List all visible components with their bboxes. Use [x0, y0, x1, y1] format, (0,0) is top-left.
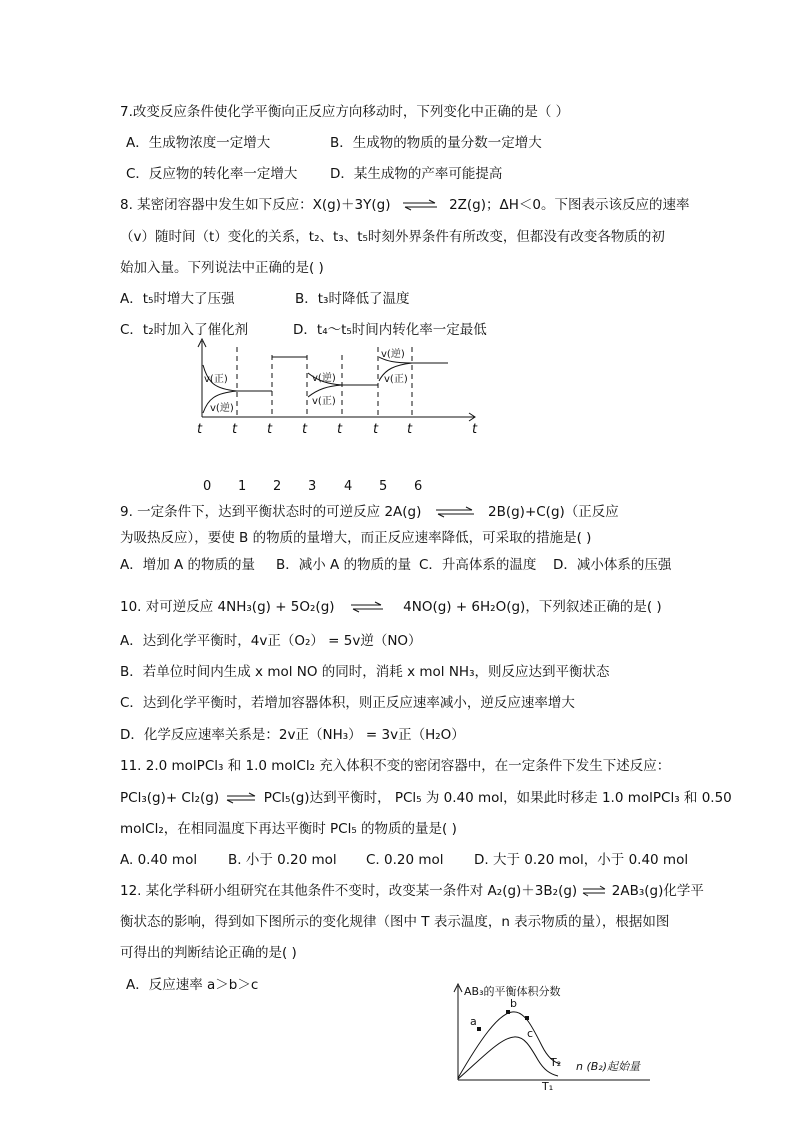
q8-option-c: C．t₂时加入了催化剂: [120, 322, 249, 338]
q11-line3: molCl₂，在相同温度下再达平衡时 PCl₅ 的物质的量是( ): [120, 821, 457, 837]
q12-graph-ylabel: AB₃的平衡体积分数: [464, 985, 561, 998]
q8-line2: （v）随时间（t）变化的关系，t₂、t₃、t₅时刻外界条件有所改变，但都没有改变各物质的初: [120, 229, 665, 245]
q8-line1: [120, 196, 689, 214]
q8-line1-b: 2Z(g)；ΔH＜0。下图表示该反应的速率: [449, 197, 690, 213]
t-label: t: [197, 422, 203, 437]
q11-line1: 11. 2.0 molPCl₃ 和 1.0 molCl₂ 充入体积不变的密闭容器中，在一定条件下发生下述反应：: [120, 758, 671, 774]
graph-label-v-reverse-3: v(逆): [381, 349, 405, 360]
subscript-5: 5: [379, 479, 388, 494]
q10-option-c: C．达到化学平衡时，若增加容器体积，则正反应速率减小，逆反应速率增大: [120, 695, 575, 711]
point-a-marker: [477, 1027, 481, 1031]
point-b-label: b: [510, 997, 517, 1010]
q8-time-subscripts: [0, 479, 794, 497]
point-c-label: c: [527, 1027, 534, 1040]
t-label: t: [302, 422, 308, 437]
q12-equilibrium-graph: [450, 980, 660, 1095]
q12-line1-b: 2AB₃(g)化学平: [611, 883, 704, 899]
graph-label-v-forward-3: v(正): [384, 374, 408, 385]
q9-line1: [120, 503, 619, 521]
graph-label-v-forward-1: v(正): [204, 374, 228, 385]
q10-stem-b: 4NO(g) + 6H₂O(g)，下列叙述正确的是( ): [403, 599, 662, 615]
subscript-3: 3: [308, 479, 317, 494]
q8-rate-time-graph: [190, 335, 490, 445]
q10-stem: [120, 598, 662, 616]
q7-option-a: A．生成物浓度一定增大: [126, 135, 271, 151]
equilibrium-arrow-icon: [225, 792, 257, 804]
graph-label-v-reverse-1: v(逆): [210, 403, 234, 414]
point-c-marker: [525, 1016, 529, 1020]
t-label: t: [267, 422, 273, 437]
q11-option-d: D. 大于 0.20 mol，小于 0.40 mol: [474, 852, 689, 868]
q9-line1-b: 2B(g)+C(g)（正反应: [487, 504, 619, 520]
q11-option-c: C. 0.20 mol: [366, 852, 444, 868]
q12-line1-a: 12. 某化学科研小组研究在其他条件不变时，改变某一条件对 A₂(g)＋3B₂(g): [120, 883, 578, 899]
q11-option-a: A. 0.40 mol: [120, 852, 198, 868]
graph-label-v-forward-2: v(正): [312, 396, 336, 407]
q8-option-b: B．t₃时降低了温度: [295, 291, 410, 307]
q8-option-a: A．t₅时增大了压强: [120, 291, 235, 307]
q12-line2: 衡状态的影响，得到如下图所示的变化规律（图中 T 表示温度，n 表示物质的量），根据如图: [120, 914, 670, 930]
t-label: t: [373, 422, 379, 437]
subscript-1: 1: [238, 479, 247, 494]
q7-stem: 7.改变反应条件使化学平衡向正反应方向移动时，下列变化中正确的是（ ）: [120, 104, 570, 120]
q9-option-b: B．减小 A 的物质的量: [276, 557, 412, 573]
q12-line3: 可得出的判断结论正确的是( ): [120, 945, 297, 961]
subscript-4: 4: [344, 479, 353, 494]
q7-option-c: C．反应物的转化率一定增大: [126, 166, 298, 182]
equilibrium-arrow-icon: [349, 601, 385, 613]
equilibrium-arrow-icon: [401, 199, 439, 211]
curve-t1-label: T₁: [542, 1080, 554, 1093]
equilibrium-arrow-icon: [434, 506, 476, 518]
t-label: t: [472, 422, 478, 437]
q9-option-d: D．减小体系的压强: [553, 557, 672, 573]
point-b-marker: [506, 1010, 510, 1014]
q11-line2-a: PCl₃(g)+ Cl₂(g): [120, 790, 220, 806]
subscript-0: 0: [203, 479, 212, 494]
q10-option-b: B．若单位时间内生成 x mol NO 的同时，消耗 x mol NH₃，则反应达到平衡状态: [120, 664, 610, 680]
subscript-6: 6: [414, 479, 423, 494]
subscript-2: 2: [273, 479, 282, 494]
q7-option-d: D．某生成物的产率可能提高: [330, 166, 503, 182]
q10-option-a: A．达到化学平衡时，4v正（O₂） = 5v逆（NO）: [120, 633, 422, 649]
t-label: t: [407, 422, 413, 437]
q11-option-b: B. 小于 0.20 mol: [228, 852, 337, 868]
q8-line3: 始加入量。下列说法中正确的是( ): [120, 260, 324, 276]
q10-stem-a: 10. 对可逆反应 4NH₃(g) + 5O₂(g): [120, 599, 335, 615]
q9-line2: 为吸热反应），要使 B 的物质的量增大，而正反应速率降低，可采取的措施是( ): [120, 530, 592, 546]
q12-option-a: A．反应速率 a＞b＞c: [126, 977, 259, 993]
q12-graph-xlabel: n (B₂)起始量: [576, 1060, 641, 1073]
q9-option-a: A．增加 A 的物质的量: [120, 557, 256, 573]
curve-t2-label: T₂: [550, 1056, 562, 1069]
q8-line1-a: 8. 某密闭容器中发生如下反应：X(g)＋3Y(g): [120, 197, 391, 213]
q9-line1-a: 9. 一定条件下，达到平衡状态时的可逆反应 2A(g): [120, 504, 422, 520]
q12-line1: [120, 882, 704, 900]
q11-line2: [120, 789, 732, 807]
equilibrium-arrow-icon: [582, 885, 606, 897]
graph-label-v-reverse-2: v(逆): [312, 373, 336, 384]
q7-option-b: B．生成物的物质的量分数一定增大: [330, 135, 542, 151]
q8-option-d: D．t₄～t₅时间内转化率一定最低: [293, 322, 487, 338]
t-label: t: [337, 422, 343, 437]
q10-option-d: D．化学反应速率关系是：2v正（NH₃） = 3v正（H₂O）: [120, 727, 465, 743]
t-label: t: [232, 422, 238, 437]
q9-option-c: C．升高体系的温度: [419, 557, 537, 573]
point-a-label: a: [470, 1015, 477, 1028]
q11-line2-b: PCl₅(g)达到平衡时， PCl₅ 为 0.40 mol，如果此时移走 1.0 molPCl₃ 和 0.50: [263, 790, 732, 806]
